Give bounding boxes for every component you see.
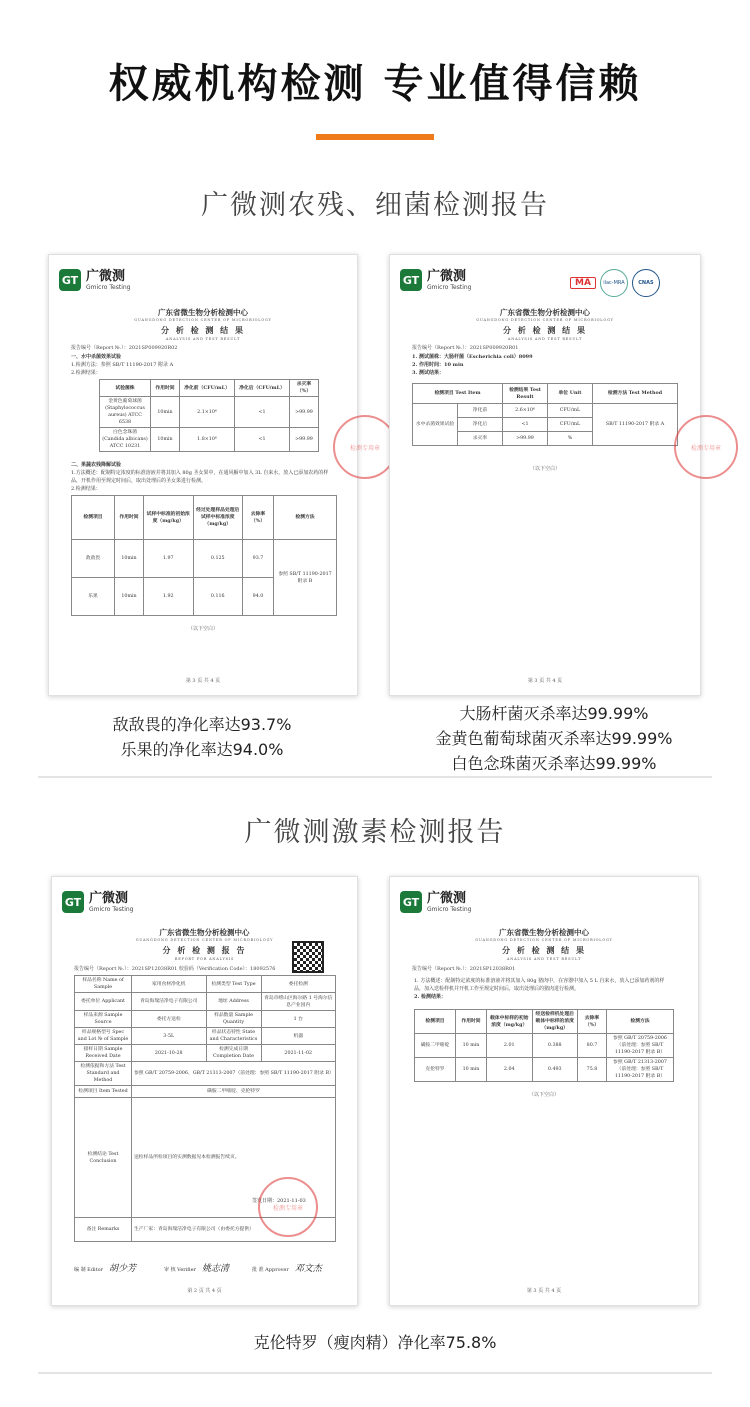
doc1-table-b: 检测项目 作用时间 试样中标准的初始浓度（mg/kg） 经过处理样品处理后试样中标准浓度（mg/kg） 去除率（%） 检测方法 敌敌畏 10min 1.97 0.125 93.7 参照 SB/T 11190-2017 附录 B 乐果 10min 1.92 0.116 94.0 bbox=[71, 495, 337, 616]
page-title: 权威机构检测 专业值得信赖 bbox=[108, 61, 642, 107]
page-footer: 第 3 页 共 4 页 bbox=[527, 678, 563, 684]
doc4-method bbox=[414, 977, 674, 1001]
doc2-table: 检测项目 Test Item 检测结果 Test Result 单位 Unit 检测方法 Test Method 水中杀菌效果试验 净化前 2.6×10⁶ CFU/mL SB/T 11190-2017 附录 A 净化后 <1 CFU/mL 杀灭率 >99.99 % bbox=[412, 383, 678, 446]
ma-mark-icon: MA bbox=[570, 277, 596, 289]
logo-cn: 广微测 bbox=[86, 268, 126, 284]
doc-title: 分 析 检 测 结 果 bbox=[161, 325, 245, 335]
logo-en: Gmicro Testing bbox=[427, 283, 472, 291]
doc4-table: 检测项目 作用时间 载体中标样的初始浓度（mg/kg） 经送检样机处理后载体中标样的浓度（mg/kg） 去除率（%） 检测方法 磺胺二甲嘧啶 10 min 2.01 0.388 80.7 参照 GB/T 20759-2006（前处理：参照 SB/T 11190-2017 附录 B） 克伦特罗 10 min 2.04 0.493 75.8 参照 GB/T 21313-2007（前处理：参照 SB/T 11190-2017 附录 B） bbox=[414, 1009, 674, 1082]
line2: 2. 作用时间：10 min bbox=[412, 362, 464, 368]
caption-hormone: 克伦特罗（瘦肉精）净化率75.8% bbox=[253, 1333, 497, 1352]
result-a: 2.检测结果： bbox=[71, 370, 101, 376]
doc1-table-a: 试验菌株 作用时间 净化前（CFU/mL） 净化后（CFU/mL） 杀灭率（%） 金黄色葡萄球菌 (Staphylococcus aureus) ATCC 6538 10min 2.1×10⁶ <1 >99.99 白色念珠菌 (Candida albicans) ATCC 10231 10min 1.8×10⁶ <1 >99.99 bbox=[99, 379, 319, 452]
table-row: 白色念珠菌 (Candida albicans) ATCC 10231 10min 1.8×10⁶ <1 >99.99 bbox=[100, 428, 319, 452]
section2-title: 广微测激素检测报告 bbox=[244, 817, 506, 848]
table-row: 乐果 10min 1.92 0.116 94.0 bbox=[72, 578, 337, 616]
table-row: 检测依据和方法 Test Standard and Method 参照 GB/T 20759-2006、GB/T 21313-2007（前处理：参照 SB/T 11190-2017 附录 B） bbox=[75, 1062, 336, 1086]
center-name: 广东省微生物分析检测中心 bbox=[499, 928, 589, 937]
gmicro-logo-icon: GT bbox=[59, 269, 81, 291]
report-number: 报告编号（Report №.）：2021SP009920R01 bbox=[412, 345, 519, 351]
caption-line: 乐果的净化率达94.0% bbox=[120, 740, 284, 759]
doc-title-en: ANALYSIS AND TEST RESULT bbox=[506, 957, 582, 961]
table-row: 接样日期 Sample Received Date 2021-10-28 检测完成日期 Completion Date 2021-11-02 bbox=[75, 1045, 336, 1062]
result-b: 2.检测结果： bbox=[71, 486, 101, 492]
report-number: 报告编号（Report №.）：2021SP12038R01 校验码（Verification Code）：18092576 bbox=[74, 966, 276, 972]
gmicro-logo-icon: GT bbox=[400, 269, 422, 291]
section1-title: 广微测农残、细菌检测报告 bbox=[201, 190, 549, 221]
sec-b-title: 二、果蔬农残降解试验 bbox=[71, 462, 122, 468]
red-stamp: 检测专用章 bbox=[258, 1177, 318, 1237]
doc1-section-a bbox=[71, 353, 337, 377]
title-underline bbox=[316, 134, 434, 140]
verifier-signature: 审 核 Verifier 姚志清 bbox=[164, 1264, 229, 1274]
blank-note: （以下空白） bbox=[528, 1092, 559, 1098]
doc-title: 分 析 检 测 结 果 bbox=[502, 945, 586, 955]
page-footer: 第 3 页 共 4 页 bbox=[185, 678, 221, 684]
page-footer: 第 2 页 共 4 页 bbox=[187, 1288, 222, 1294]
caption-line: 白色念珠菌灭杀率达99.99% bbox=[451, 754, 657, 773]
approver-signature: 批 准 Approver 邓文杰 bbox=[252, 1264, 322, 1274]
table-row: 净化后 <1 CFU/mL bbox=[413, 418, 678, 432]
doc-title-en: REPORT FOR ANALYSIS bbox=[174, 957, 235, 961]
gmicro-logo bbox=[400, 269, 471, 291]
center-name: 广东省微生物分析检测中心 bbox=[158, 308, 248, 317]
center-en: GUANGDONG DETECTION CENTER OF MICROBIOLOGY bbox=[475, 938, 613, 942]
method-b: 1.方法概述：配制特定浓度的标准溶液并将其加入 80g 圣女果中，在通风橱中加入 3L 自来水，放入已添加农药的样品，开机作用至规定时间后，取出处理后的圣女果进行检测。 bbox=[71, 470, 329, 484]
report-doc-hormone-result bbox=[389, 876, 699, 1306]
table-row: 检测项目 Item Tested 磺胺二甲嘧啶、克伦特罗 bbox=[75, 1086, 336, 1098]
center-en: GUANGDONG DETECTION CENTER OF MICROBIOLOGY bbox=[476, 318, 614, 322]
logo-cn: 广微测 bbox=[427, 890, 467, 906]
doc-title-en: ANALYSIS AND TEST RESULT bbox=[507, 337, 583, 341]
blank-note: （以下空白） bbox=[187, 626, 218, 632]
report-doc-hormone-summary bbox=[51, 876, 358, 1306]
page-footer: 第 3 页 共 4 页 bbox=[526, 1288, 562, 1294]
caption-line: 金黄色葡萄球菌灭杀率达99.99% bbox=[435, 729, 673, 748]
caption-right bbox=[389, 701, 719, 776]
red-stamp: 检测专用章 bbox=[333, 415, 397, 479]
line3: 3. 测试结果： bbox=[412, 370, 444, 376]
logo-cn: 广微测 bbox=[89, 890, 129, 906]
table-row: 杀灭率 >99.99 % bbox=[413, 432, 678, 446]
logo-en: Gmicro Testing bbox=[86, 283, 131, 291]
doc2-lines bbox=[412, 353, 678, 377]
caption-left bbox=[48, 712, 356, 762]
report-doc-bacteria bbox=[389, 254, 721, 696]
logo-en: Gmicro Testing bbox=[89, 905, 134, 913]
gmicro-logo bbox=[59, 269, 130, 291]
report-number: 报告编号（Report №.）：2021SP009920R02 bbox=[71, 345, 178, 351]
gmicro-logo-icon: GT bbox=[400, 891, 422, 913]
table-row: 样品规格型号 Spec and Lot № of Sample 3-5L 样品状态特性 State and Characteristics 机器 bbox=[75, 1028, 336, 1045]
red-stamp: 检测专用章 bbox=[674, 415, 738, 479]
table-row: 备注 Remarks 生产厂家：青岛海瑞洁净电子有限公司（由委托方提供） bbox=[75, 1218, 336, 1242]
report-number: 报告编号（Report №.）：2021SP12038R01 bbox=[412, 966, 516, 972]
issue-date: 签发日期：2021-11-03 bbox=[252, 1198, 306, 1204]
section-divider bbox=[38, 1372, 712, 1374]
gmicro-logo-icon: GT bbox=[62, 891, 84, 913]
center-en: GUANGDONG DETECTION CENTER OF MICROBIOLOGY bbox=[135, 938, 274, 942]
logo-cn: 广微测 bbox=[427, 268, 467, 284]
caption-line: 敌敌畏的净化率达93.7% bbox=[112, 715, 292, 734]
doc-title: 分 析 检 测 结 果 bbox=[503, 325, 587, 335]
cnas-mark-icon: CNAS bbox=[632, 269, 660, 297]
center-name: 广东省微生物分析检测中心 bbox=[500, 308, 590, 317]
doc-title-en: ANALYSIS AND TEST RESULT bbox=[165, 337, 241, 341]
logo-en: Gmicro Testing bbox=[427, 905, 472, 913]
editor-signature: 编 制 Editor 胡少芳 bbox=[74, 1264, 137, 1274]
doc1-section-b bbox=[71, 461, 337, 493]
table-row: 样品名称 Name of Sample 家用食材净化机 检测类型 Test Type 委托检测 bbox=[75, 976, 336, 993]
section-divider bbox=[38, 776, 712, 778]
center-en: GUANGDONG DETECTION CENTER OF MICROBIOLOGY bbox=[134, 318, 272, 322]
table-row: 磺胺二甲嘧啶 10 min 2.01 0.388 80.7 参照 GB/T 20759-2006（前处理：参照 SB/T 11190-2017 附录 B） bbox=[415, 1034, 674, 1058]
center-name: 广东省微生物分析检测中心 bbox=[159, 928, 250, 937]
result-label: 2. 检测结果： bbox=[414, 994, 446, 1000]
table-row: 克伦特罗 10 min 2.04 0.493 75.8 参照 GB/T 21313-2007（前处理：参照 SB/T 11190-2017 附录 B） bbox=[415, 1058, 674, 1082]
table-row: 水中杀菌效果试验 净化前 2.6×10⁶ CFU/mL SB/T 11190-2017 附录 A bbox=[413, 404, 678, 418]
report-doc-pesticide bbox=[48, 254, 380, 696]
line1: 1. 测试菌株：大肠杆菌（Escherichia coli）8099 bbox=[412, 354, 533, 360]
certification-marks bbox=[570, 269, 660, 297]
table-row: 检测结论 Test Conclusion 送检样品所检项目的实测数据见本检测报告续页。 bbox=[75, 1098, 336, 1218]
method-text: 1. 方法概述：配制特定浓度的标准溶液并将其加入 80g 猪肉中，在容器中加入 5 L 自来水，放入已添加药剂的样品，加入送检样机并开机工作至规定时间后，取出处理后的猪肉进行检测。 bbox=[414, 978, 665, 992]
table-row: 敌敌畏 10min 1.97 0.125 93.7 参照 SB/T 11190-2017 附录 B bbox=[72, 540, 337, 578]
sec-a-title: 一、水中杀菌效果试验 bbox=[71, 354, 122, 360]
table-row: 金黄色葡萄球菌 (Staphylococcus aureus) ATCC 6538 10min 2.1×10⁶ <1 >99.99 bbox=[100, 397, 319, 428]
gmicro-logo bbox=[400, 891, 471, 913]
gmicro-logo bbox=[62, 891, 133, 913]
caption-line: 大肠杆菌灭杀率达99.99% bbox=[459, 704, 649, 723]
doc-title: 分 析 检 测 报 告 bbox=[162, 945, 247, 955]
table-row: 委托单位 Applicant 青岛海瑞洁净电子有限公司 地址 Address 青岛市崂山区海尔路 1 号海尔信息产业园内 bbox=[75, 993, 336, 1011]
ilac-mark-icon: ilac-MRA bbox=[600, 269, 628, 297]
blank-note: （以下空白） bbox=[529, 466, 560, 472]
method-a: 1.检测方法：参照 SB/T 11190-2017 附录 A bbox=[71, 362, 174, 368]
table-row: 样品来源 Sample Source 委托方送检 样品数量 Sample Quantity 1 台 bbox=[75, 1011, 336, 1028]
